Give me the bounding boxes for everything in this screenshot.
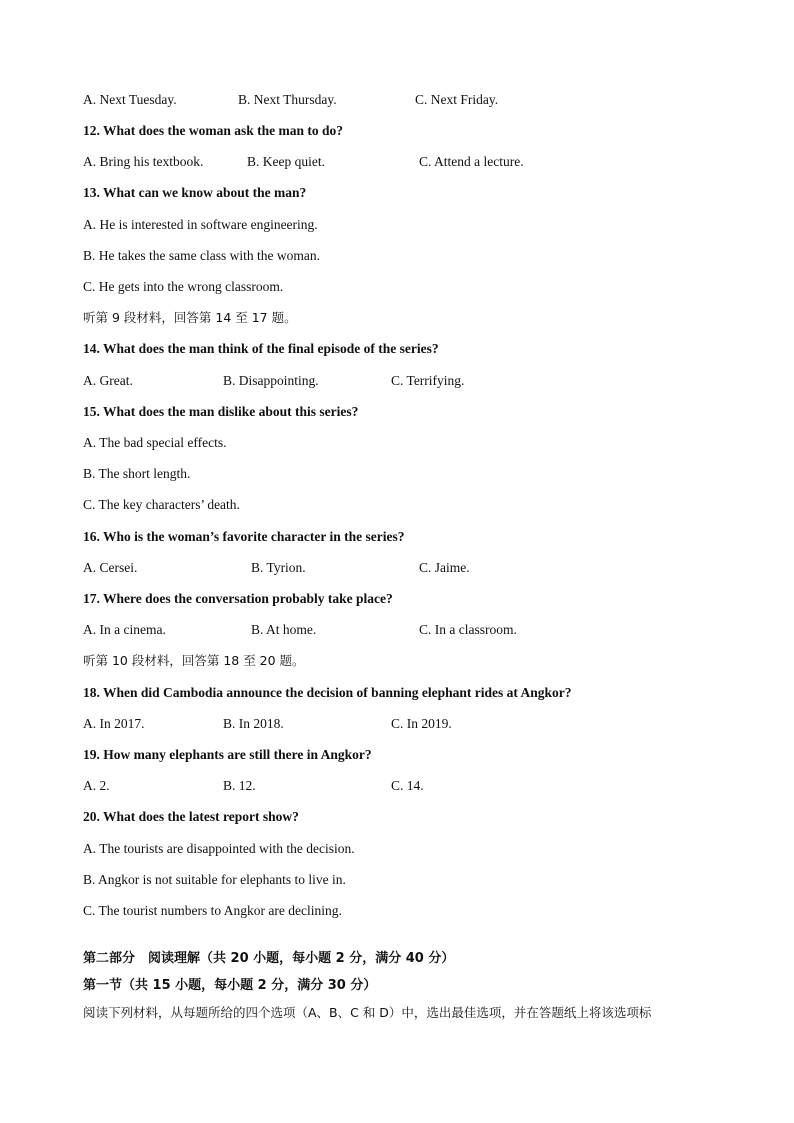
q12-option-a: A. Bring his textbook.: [83, 154, 204, 169]
q13-option-b: B. He takes the same class with the woman.: [83, 248, 320, 263]
q20-option-a: A. The tourists are disappointed with the decision.: [83, 841, 355, 856]
q14-option-b: B. Disappointing.: [223, 373, 319, 388]
q16-option-b: B. Tyrion.: [251, 560, 306, 575]
q16-question: 16. Who is the woman’s favorite character in the series?: [83, 529, 405, 544]
q12-option-c: C. Attend a lecture.: [419, 154, 524, 169]
q19-option-a: A. 2.: [83, 778, 110, 793]
reading-instruction: 阅读下列材料，从每题所给的四个选项（A、B、C 和 D）中，选出最佳选项，并在答题纸上将该选项标: [83, 1005, 652, 1020]
q15-option-c: C. The key characters’ death.: [83, 497, 240, 512]
q13-option-c: C. He gets into the wrong classroom.: [83, 279, 284, 294]
q19-question: 19. How many elephants are still there in Angkor?: [83, 747, 372, 762]
q19-option-b: B. 12.: [223, 778, 256, 793]
q12-question: 12. What does the woman ask the man to do?: [83, 123, 344, 138]
q20-question: 20. What does the latest report show?: [83, 809, 299, 824]
q17-option-c: C. In a classroom.: [419, 622, 517, 637]
q14-option-c: C. Terrifying.: [391, 373, 465, 388]
q20-option-c: C. The tourist numbers to Angkor are declining.: [83, 903, 342, 918]
q14-question: 14. What does the man think of the final episode of the series?: [83, 341, 439, 356]
section1-heading: 第一节（共 15 小题，每小题 2 分，满分 30 分）: [83, 978, 377, 993]
part2-heading: 第二部分 阅读理解（共 20 小题，每小题 2 分，满分 40 分）: [83, 951, 455, 966]
q19-option-c: C. 14.: [391, 778, 424, 793]
section9-instruction: 听第 9 段材料，回答第 14 至 17 题。: [83, 310, 297, 325]
q20-option-b: B. Angkor is not suitable for elephants to live in.: [83, 872, 346, 887]
q13-option-a: A. He is interested in software engineering.: [83, 217, 318, 232]
q18-option-a: A. In 2017.: [83, 716, 145, 731]
section10-instruction: 听第 10 段材料，回答第 18 至 20 题。: [83, 653, 305, 668]
q11-option-a: A. Next Tuesday.: [83, 92, 177, 107]
q18-option-c: C. In 2019.: [391, 716, 452, 731]
q18-option-b: B. In 2018.: [223, 716, 284, 731]
q15-option-a: A. The bad special effects.: [83, 435, 227, 450]
q16-option-a: A. Cersei.: [83, 560, 138, 575]
q13-question: 13. What can we know about the man?: [83, 185, 307, 200]
q17-option-a: A. In a cinema.: [83, 622, 166, 637]
q12-option-b: B. Keep quiet.: [247, 154, 325, 169]
q17-option-b: B. At home.: [251, 622, 317, 637]
q15-option-b: B. The short length.: [83, 466, 191, 481]
q11-option-b: B. Next Thursday.: [238, 92, 337, 107]
q11-option-c: C. Next Friday.: [415, 92, 499, 107]
q15-question: 15. What does the man dislike about this series?: [83, 404, 359, 419]
q16-option-c: C. Jaime.: [419, 560, 470, 575]
q14-option-a: A. Great.: [83, 373, 133, 388]
q18-question: 18. When did Cambodia announce the decision of banning elephant rides at Angkor?: [83, 685, 572, 700]
q17-question: 17. Where does the conversation probably take place?: [83, 591, 393, 606]
